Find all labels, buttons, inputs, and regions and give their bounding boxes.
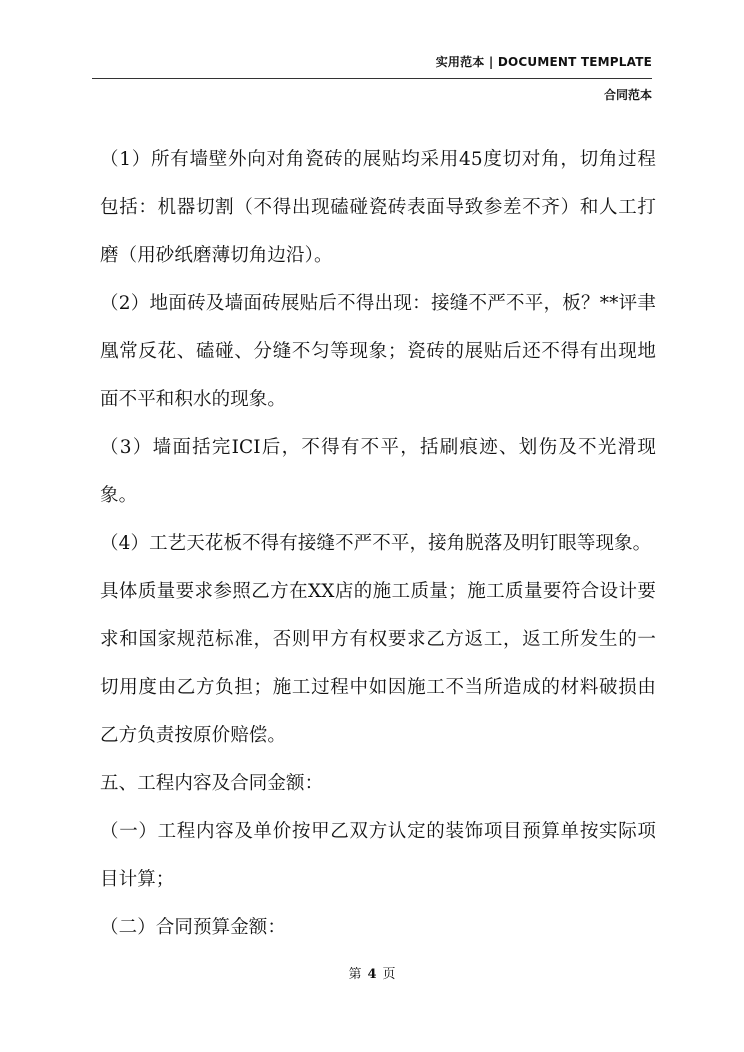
section-heading: 五、工程内容及合同金额： — [100, 773, 324, 794]
page-footer — [0, 963, 744, 982]
paragraph-8: （二）合同预算金额： — [100, 917, 287, 938]
header-divider — [92, 78, 652, 79]
paragraph-1: （1）所有墙壁外向对角瓷砖的展贴均采用45度切对角，切角过程包括：机器切割（不得出现磕碰瓷砖表面导致参差不齐）和人工打磨（用砂纸磨薄切角边沿）。 — [100, 149, 656, 266]
document-body — [100, 136, 656, 952]
paragraph-5: 具体质量要求参照乙方在XX店的施工质量；施工质量要符合设计要求和国家规范标准，否则甲方有权要求乙方返工，返工所发生的一切用度由乙方负担；施工过程中如因施工不当所造成的材料破损由乙方负责按原价赔偿。 — [100, 581, 656, 746]
paragraph-7: （一）工程内容及单价按甲乙双方认定的装饰项目预算单按实际项目计算； — [100, 821, 656, 890]
page-number: 4 — [367, 967, 377, 982]
paragraph-4: （4）工艺天花板不得有接缝不严不平，接角脱落及明钉眼等现象。 — [100, 533, 652, 554]
paragraph-3: （3）墙面括完ICI后，不得有不平，括刷痕迹、划伤及不光滑现象。 — [100, 437, 656, 506]
footer-suffix: 页 — [382, 967, 396, 982]
paragraph-2: （2）地面砖及墙面砖展贴后不得出现：接缝不严不平，板？**评聿凰常反花、磕碰、分缝不匀等现象；瓷砖的展贴后还不得有出现地面不平和积水的现象。 — [100, 293, 656, 410]
header-title: 实用范本 | DOCUMENT TEMPLATE — [435, 55, 652, 69]
footer-prefix: 第 — [348, 967, 362, 982]
header-subtitle: 合同范本 — [603, 88, 652, 102]
